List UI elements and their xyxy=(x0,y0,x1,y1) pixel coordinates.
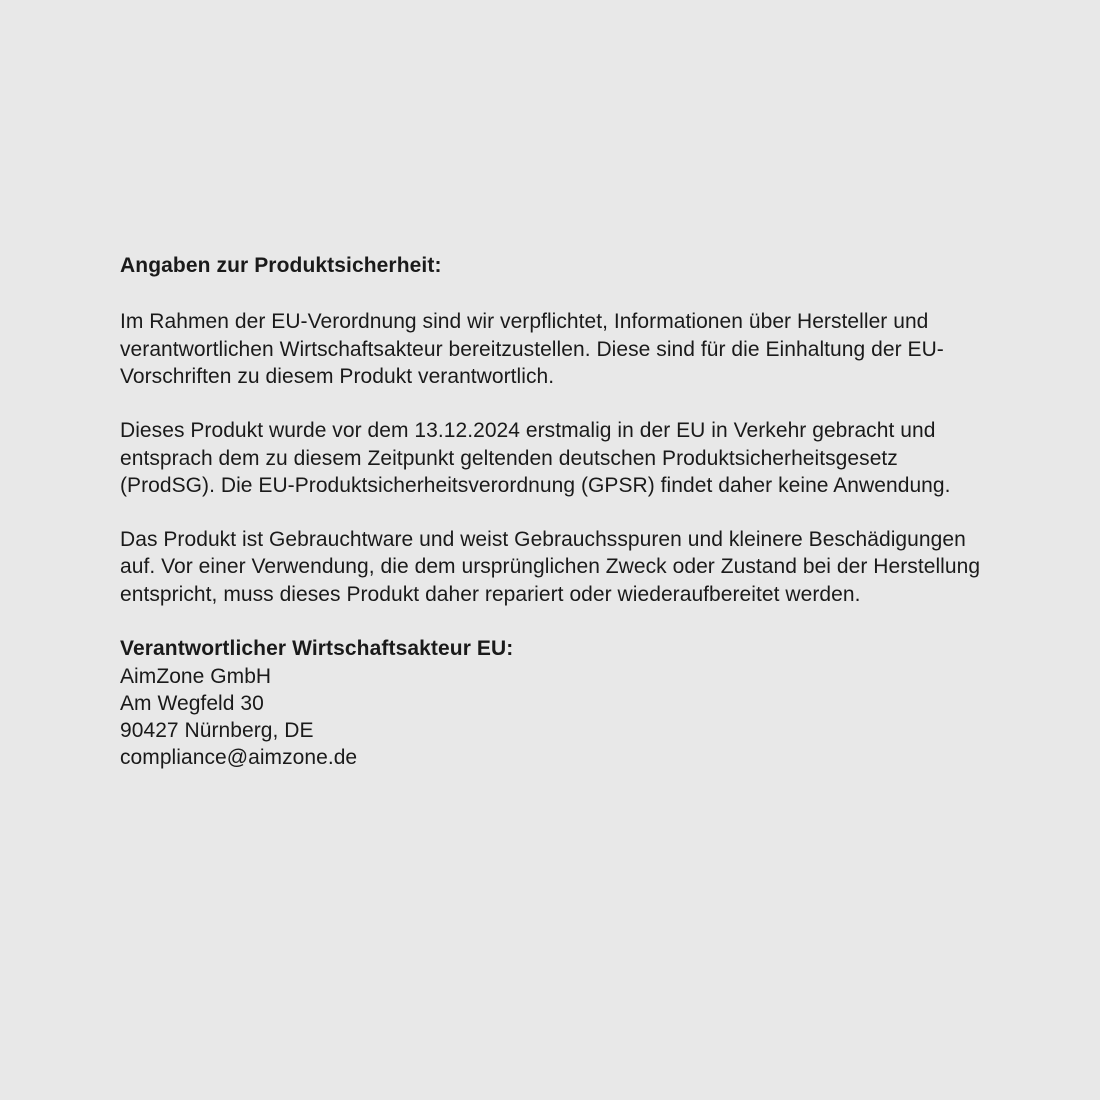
responsible-operator-heading: Verantwortlicher Wirtschaftsakteur EU: xyxy=(120,637,514,661)
paragraph-placed-on-market: Dieses Produkt wurde vor dem 13.12.2024 erstmalig in der EU in Verkehr gebracht und entsprach dem zu diesem Zeitpunkt geltenden deutschen Produktsicherheitsgesetz (ProdSG). Die EU-Produktsicherheitsverordnung (GPSR) findet daher keine Anwendung. xyxy=(120,419,951,497)
product-safety-notice xyxy=(120,252,1000,772)
city-address: 90427 Nürnberg, DE xyxy=(120,719,314,743)
street-address: Am Wegfeld 30 xyxy=(120,692,264,716)
paragraph-used-goods: Das Produkt ist Gebrauchtware und weist Gebrauchsspuren und kleinere Beschädigungen auf. Vor einer Verwendung, die dem ursprünglichen Zweck oder Zustand bei der Herstellung entspricht, muss dieses Produkt daher repariert oder wiederaufbereitet werden. xyxy=(120,528,981,606)
paragraph-eu-regulation: Im Rahmen der EU-Verordnung sind wir verpflichtet, Informationen über Hersteller und verantwortlichen Wirtschaftsakteur bereitzustellen. Diese sind für die Einhaltung der EU-Vorschriften zu diesem Produkt verantwortlich. xyxy=(120,310,944,388)
responsible-operator-block xyxy=(120,635,1000,772)
contact-email: compliance@aimzone.de xyxy=(120,745,358,769)
company-name: AimZone GmbH xyxy=(120,665,272,689)
page-title: Angaben zur Produktsicherheit: xyxy=(120,254,442,277)
